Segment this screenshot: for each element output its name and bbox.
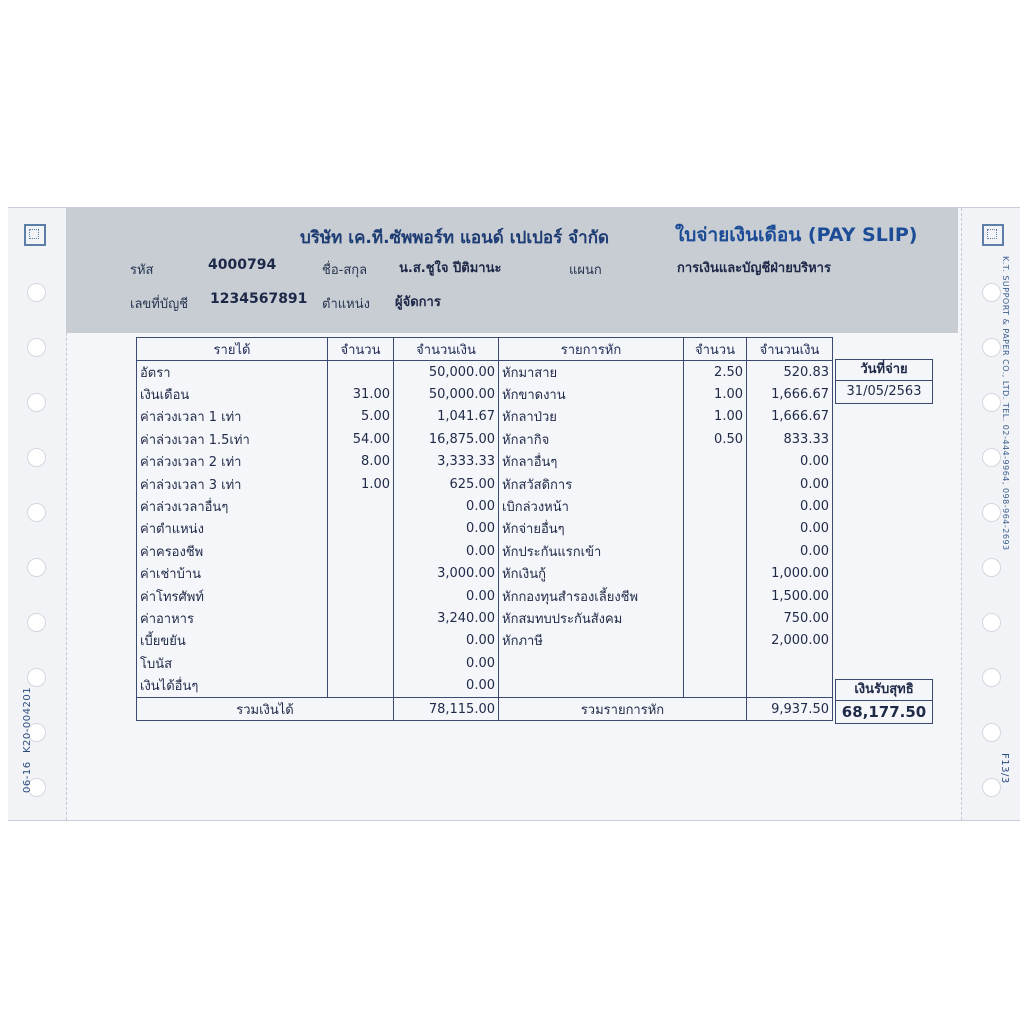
- income-qty: [328, 652, 394, 674]
- income-header: รายได้: [137, 338, 328, 361]
- deduction-qty: [684, 563, 747, 585]
- income-amount: 1,041.67: [394, 406, 499, 428]
- income-qty: [328, 361, 394, 384]
- tractor-hole: [27, 338, 46, 357]
- income-item: ค่าล่วงเวลา 1.5เท่า: [137, 428, 328, 450]
- deduction-qty: [684, 451, 747, 473]
- deduction-item: หักลาป่วย: [499, 406, 684, 428]
- table-row: [137, 473, 833, 495]
- deduction-amount: 1,000.00: [747, 563, 833, 585]
- income-qty: [328, 607, 394, 629]
- tractor-hole: [982, 668, 1001, 687]
- deduction-qty: 2.50: [684, 361, 747, 384]
- table-row: [137, 563, 833, 585]
- income-qty: [328, 563, 394, 585]
- income-amount: 0.00: [394, 630, 499, 652]
- totals-row: [137, 697, 833, 720]
- right-tractor-strip: [961, 208, 1020, 820]
- company-name: บริษัท เค.ที.ซัพพอร์ท แอนด์ เปเปอร์ จำกัด: [300, 228, 610, 248]
- income-qty: 54.00: [328, 428, 394, 450]
- income-qty: [328, 630, 394, 652]
- deduction-qty: 1.00: [684, 406, 747, 428]
- amount-header: จำนวนเงิน: [394, 338, 499, 361]
- deduction-amount: [747, 652, 833, 674]
- income-qty: 1.00: [328, 473, 394, 495]
- form-code: K20-004201: [22, 686, 33, 753]
- deduction-qty: [684, 630, 747, 652]
- income-item: ค่าล่วงเวลาอื่นๆ: [137, 495, 328, 517]
- tractor-hole: [27, 558, 46, 577]
- deduction-qty: [684, 674, 747, 697]
- deduction-item: หักเงินกู้: [499, 563, 684, 585]
- tractor-hole: [27, 393, 46, 412]
- income-item: ค่าครองชีพ: [137, 540, 328, 562]
- income-qty: 8.00: [328, 451, 394, 473]
- income-amount: 0.00: [394, 495, 499, 517]
- income-qty: [328, 518, 394, 540]
- income-item: ค่าอาหาร: [137, 607, 328, 629]
- income-item: ค่าตำแหน่ง: [137, 518, 328, 540]
- deduction-item: หักประกันแรกเข้า: [499, 540, 684, 562]
- tractor-hole: [982, 283, 1001, 302]
- deduction-item: หักจ่ายอื่นๆ: [499, 518, 684, 540]
- deduction-amount: 0.00: [747, 540, 833, 562]
- table-row: [137, 428, 833, 450]
- income-item: ค่าล่วงเวลา 3 เท่า: [137, 473, 328, 495]
- deduction-amount: 1,666.67: [747, 406, 833, 428]
- income-amount: 0.00: [394, 518, 499, 540]
- deduction-item: หักกองทุนสำรองเลี้ยงชีพ: [499, 585, 684, 607]
- income-qty: [328, 540, 394, 562]
- tractor-hole: [982, 338, 1001, 357]
- income-amount: 0.00: [394, 652, 499, 674]
- income-amount: 0.00: [394, 585, 499, 607]
- income-item: ค่าเช่าบ้าน: [137, 563, 328, 585]
- deduction-total-label: รวมรายการหัก: [499, 697, 747, 720]
- deduction-item: หักขาดงาน: [499, 383, 684, 405]
- income-qty: 31.00: [328, 383, 394, 405]
- tractor-hole: [982, 613, 1001, 632]
- income-amount: 16,875.00: [394, 428, 499, 450]
- payslip-table: [136, 337, 833, 721]
- income-qty: [328, 585, 394, 607]
- table-row: [137, 652, 833, 674]
- table-row: [137, 630, 833, 652]
- deduction-item: หักลาอื่นๆ: [499, 451, 684, 473]
- deduction-qty: [684, 540, 747, 562]
- table-header-row: [137, 338, 833, 361]
- deduction-item: หักสวัสดิการ: [499, 473, 684, 495]
- employee-name-label: ชื่อ-สกุล: [322, 263, 368, 278]
- position: ผู้จัดการ: [395, 295, 441, 310]
- corner-mark-icon: [982, 224, 1004, 246]
- income-qty: [328, 495, 394, 517]
- deduction-qty: [684, 473, 747, 495]
- pay-date-label: วันที่จ่าย: [835, 359, 933, 381]
- table-row: [137, 495, 833, 517]
- pay-slip-paper: [8, 207, 1020, 821]
- employee-code: 4000794: [208, 257, 277, 273]
- deduction-item: หักสมทบประกันสังคม: [499, 607, 684, 629]
- income-item: เบี้ยขยัน: [137, 630, 328, 652]
- tractor-hole: [27, 283, 46, 302]
- tractor-hole: [982, 448, 1001, 467]
- tractor-hole: [27, 503, 46, 522]
- deduction-item: เบิกล่วงหน้า: [499, 495, 684, 517]
- income-item: เงินเดือน: [137, 383, 328, 405]
- deduction-qty: 0.50: [684, 428, 747, 450]
- income-amount: 3,240.00: [394, 607, 499, 629]
- form-date: 06-16: [22, 761, 33, 793]
- table-row: [137, 518, 833, 540]
- employee-code-label: รหัส: [130, 263, 154, 278]
- deduction-item: [499, 652, 684, 674]
- account-number: 1234567891: [210, 291, 308, 307]
- income-total-label: รวมเงินได้: [137, 697, 394, 720]
- deduction-amount: 750.00: [747, 607, 833, 629]
- pay-date: 31/05/2563: [835, 380, 933, 404]
- deduction-qty: [684, 652, 747, 674]
- deduction-amount: 0.00: [747, 495, 833, 517]
- income-item: ค่าโทรศัพท์: [137, 585, 328, 607]
- form-page-code: F13/3: [999, 753, 1010, 784]
- tractor-hole: [27, 448, 46, 467]
- deduction-amount: 0.00: [747, 451, 833, 473]
- deduction-item: หักภาษี: [499, 630, 684, 652]
- deduction-amount: 833.33: [747, 428, 833, 450]
- income-amount: 0.00: [394, 540, 499, 562]
- printer-info: K.T. SUPPORT & PAPER CO., LTD. TEL. 02-444-9964, 098-964-2693: [1001, 256, 1010, 551]
- net-pay-label: เงินรับสุทธิ: [835, 679, 933, 701]
- deduction-qty: [684, 518, 747, 540]
- income-amount: 0.00: [394, 674, 499, 697]
- income-amount: 50,000.00: [394, 383, 499, 405]
- table-row: [137, 451, 833, 473]
- table-row: [137, 674, 833, 697]
- tractor-hole: [27, 613, 46, 632]
- qty-header: จำนวน: [328, 338, 394, 361]
- income-amount: 50,000.00: [394, 361, 499, 384]
- deduction-item: หักลากิจ: [499, 428, 684, 450]
- tractor-hole: [27, 668, 46, 687]
- deduction-item: [499, 674, 684, 697]
- slip-title: ใบจ่ายเงินเดือน (PAY SLIP): [675, 224, 918, 246]
- deduction-qty: 1.00: [684, 383, 747, 405]
- table-row: [137, 540, 833, 562]
- table-body: [137, 361, 833, 698]
- deduction-amount-header: จำนวนเงิน: [747, 338, 833, 361]
- income-item: อัตรา: [137, 361, 328, 384]
- income-amount: 625.00: [394, 473, 499, 495]
- deduction-total: 9,937.50: [747, 697, 833, 720]
- account-label: เลขที่บัญชี: [130, 297, 189, 312]
- net-pay-amount: 68,177.50: [835, 700, 933, 724]
- department-label: แผนก: [569, 263, 602, 278]
- deduction-amount: [747, 674, 833, 697]
- deduction-qty: [684, 585, 747, 607]
- position-label: ตำแหน่ง: [322, 297, 370, 312]
- deduction-item: หักมาสาย: [499, 361, 684, 384]
- tractor-hole: [982, 503, 1001, 522]
- table-row: [137, 585, 833, 607]
- deduction-header: รายการหัก: [499, 338, 684, 361]
- deduction-qty: [684, 495, 747, 517]
- deduction-qty: [684, 607, 747, 629]
- income-amount: 3,333.33: [394, 451, 499, 473]
- table-row: [137, 383, 833, 405]
- tractor-hole: [982, 558, 1001, 577]
- income-item: โบนัส: [137, 652, 328, 674]
- deduction-amount: 2,000.00: [747, 630, 833, 652]
- deduction-amount: 520.83: [747, 361, 833, 384]
- income-qty: 5.00: [328, 406, 394, 428]
- income-item: ค่าล่วงเวลา 2 เท่า: [137, 451, 328, 473]
- table-row: [137, 361, 833, 384]
- left-tractor-strip: [8, 208, 67, 820]
- department: การเงินและบัญชีฝ่ายบริหาร: [677, 261, 831, 276]
- income-total: 78,115.00: [394, 697, 499, 720]
- table-row: [137, 607, 833, 629]
- income-qty: [328, 674, 394, 697]
- income-item: ค่าล่วงเวลา 1 เท่า: [137, 406, 328, 428]
- deduction-amount: 1,666.67: [747, 383, 833, 405]
- deduction-amount: 1,500.00: [747, 585, 833, 607]
- income-amount: 3,000.00: [394, 563, 499, 585]
- table-row: [137, 406, 833, 428]
- deduction-amount: 0.00: [747, 518, 833, 540]
- corner-mark-icon: [24, 224, 46, 246]
- tractor-hole: [982, 393, 1001, 412]
- tractor-hole: [982, 723, 1001, 742]
- deduction-amount: 0.00: [747, 473, 833, 495]
- deduction-qty-header: จำนวน: [684, 338, 747, 361]
- employee-name: น.ส.ชูใจ ปีติมานะ: [399, 261, 502, 276]
- income-item: เงินได้อื่นๆ: [137, 674, 328, 697]
